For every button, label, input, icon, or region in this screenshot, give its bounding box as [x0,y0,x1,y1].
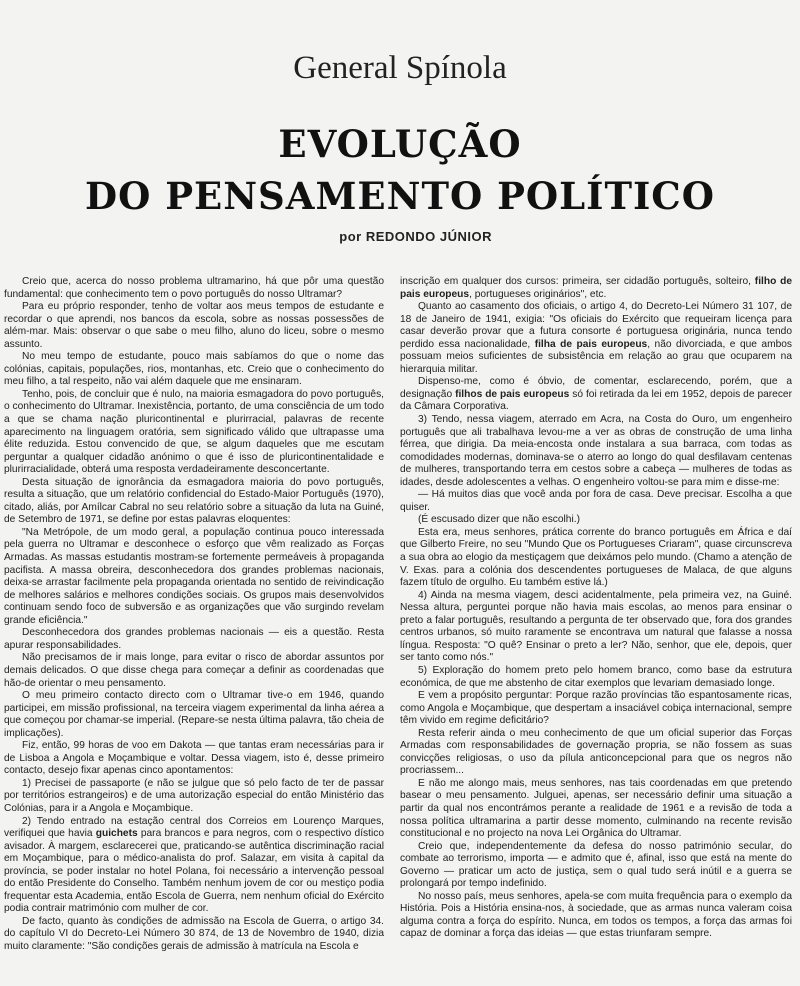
paragraph: De facto, quanto às condições de admissão na Escola de Guerra, o artigo 34. do capítulo VI do Decreto-Lei Número 30 874, de 13 de Novembro de 1940, dizia muito claramente: "São condições gerais de admissão à matrícula na Escola e [4,915,384,952]
paragraph: "Na Metrópole, de um modo geral, a população continua pouco interessada pela guerra no Ultramar e desconhece o esforço que vêm realizado as Forças Armadas. As massas estudantis mostram-se fortemente permeáveis à propaganda pacifista. A massa obreira, desconhecedora dos grandes problemas nacionais, deixa-se arrastar facilmente pela propaganda orientada no sentido de reivindicação de melhores salários e melhores condições sociais. Os grupos mais desenvolvidos continuam sendo foco de subversão e as organizações que vão surgindo revelam grande eficiência." [4,526,384,626]
article-byline: por REDONDO JÚNIOR [339,229,492,244]
paragraph: Quanto ao casamento dos oficiais, o artigo 4, do Decreto-Lei Número 31 107, de 18 de Janeiro de 1941, exigia: "Os oficiais do Exército que requeiram licença para casar deverão provar que a futura consorte é portuguesa originária, nunca tendo perdido essa nacionalidade, filha de pais europeus, não divorciada, e que ambos possuam meios suficientes de subsistência em relação ao grau que ocuparem na hierarquia militar. [400,301,793,375]
paragraph: Fiz, então, 99 horas de voo em Dakota — que tantas eram necessárias para ir de Lisboa a Angola e Moçambique e voltar. Dessa viagem, isto é, desse primeiro contacto, desejo fixar apenas cinco apontamentos: [4,740,384,777]
paragraph: Creio que, independentemente da defesa do nosso património secular, do combate ao terrorismo, importa — e admito que é, afinal, isso que está na mente do Governo — praticar um acto de justiça, sem o qual tudo será inútil e a guerra se prolongará por tempo indefinido. [400,840,792,890]
paragraph: Creio que, acerca do nosso problema ultramarino, há que pôr uma questão fundamental: que conhecimento tem o povo português do nosso Ultramar? [4,276,384,300]
paragraph: No nosso país, meus senhores, apela-se com muita frequência para o exemplo da História. Pois a História ensina-nos, à sociedade, que as armas nunca valeram coisa alguma contra a força do espírito. Nunca, em todos os tempos, a força das armas foi capaz de dominar a força das ideias — que estas triunfaram sempre. [400,890,792,940]
paragraph: inscrição em qualquer dos cursos: primeira, ser cidadão português, solteiro, filho de pais europeus, portugueses originários", etc. [400,276,793,300]
paragraph: 1) Precisei de passaporte (e não se julgue que só pelo facto de ter de passar por territórios estrangeiros) e de uma autorização especial do então Ministério das Colónias, para ir a Angola e Moçambique. [4,777,384,814]
paragraph: Tenho, pois, de concluir que é nulo, na maioria esmagadora do povo português, o conhecimento do Ultramar. Inexistência, portanto, de uma consciência de um todo a que se chama nação pluricontinental e plurirracial, palavras de recente aparecimento na linguagem oratória, sem significado válido que ultrapasse uma élite reduzida. Estou convencido de que, se algum daqueles que me escutam perguntar a qualquer cidadão anónimo o que é isso de pluricontinentalidade e plurirracialidade, obterá uma resposta verdadeiramente desconcertante. [4,388,384,476]
paragraph: Para eu próprio responder, tenho de voltar aos meus tempos de estudante e recordar o que aprendi, nos bancos da escola, sobre as nossas possessões de além-mar. Mais: observar o que sabe o meu filho, aluno do liceu, sobre o mesmo assunto. [4,301,384,350]
paragraph: Desta situação de ignorância da esmagadora maioria do povo português, resulta a situação, que um relatório confidencial do Estado-Maior Português (1970), citado, aliás, por Amílcar Cabral no seu relatório sobre a situação da luta na Guiné, de Setembro de 1971, se define por estas palavras eloquentes: [4,476,384,526]
paragraph: 4) Ainda na mesma viagem, desci acidentalmente, pela primeira vez, na Guiné. Nessa altura, perguntei porque não havia mais escolas, ao menos para ensinar o preto a falar português, resultando a pergunta de ter observado que, fora dos grandes centros urbanos, só muito raramente se encontrava um natural que falasse a nossa língua. Resposta: "O quê? Ensinar o preto a ler? Não, senhor, que ele, depois, quer ser tanto como nós." [400,589,792,664]
paragraph: 2) Tendo entrado na estação central dos Correios em Lourenço Marques, verifiquei que havia guichets para brancos e para negros, com o respectivo dístico avisador. À margem, esclarecerei que, praticando-se autêntica discriminação racial em Moçambique, para o médico-analista do prof. Salazar, em visita à capital da província, se poder instalar no hotel Polana, foi necessário a intervenção pessoal do então Presidente do Conselho. Também nenhum jovem de cor ou mestiço podia frequentar esta Academia, então Escola de Guerra, nem nenhum oficial do Exército podia contrair matrimónio com mulher de cor. [4,815,384,915]
paragraph: (É escusado dizer que não escolhi.) [418,514,580,526]
article-kicker: General Spínola [293,50,507,86]
paragraph: No meu tempo de estudante, pouco mais sabíamos do que o nome das colónias, capitais, populações, rios, montanhas, etc. Creio que o conhecimento do meu filho, a tal respeito, não vai além daquele que me ensinaram. [4,351,384,388]
paragraph: E não me alongo mais, meus senhores, nas tais coordenadas em que pretendo basear o meu pensamento. Julguei, apenas, ser necessário definir uma situação a partir da qual nos encontrámos perante a realidade de 1961 e a revisão de toda a nossa política ultramarina a partir desse momento, culminando na recente revisão constitucional e no projecto na nova Lei Orgânica do Ultramar. [400,777,792,840]
right-column [400,276,792,941]
paragraph: — Há muitos dias que você anda por fora de casa. Deve precisar. Escolha a que quiser. [400,489,792,513]
paragraph: 5) Exploração do homem preto pelo homem branco, como base da estrutura económica, de que me abstenho de citar exemplos que levariam demasiado longe. [400,664,792,689]
paragraph: Dispenso-me, como é óbvio, de comentar, esclarecendo, porém, que a designação filhos de pais europeus só foi retirada da lei em 1952, depois de parecer da Câmara Corporativa. [400,376,792,413]
paragraph: O meu primeiro contacto directo com o Ultramar tive-o em 1946, quando participei, em missão profissional, na terceira viagem experimental da linha aérea a que começou por chamar-se imperial. (Repare-se nesta última palavra, tão cheia de implicações). [4,690,384,739]
left-column [4,276,384,954]
paragraph: Não precisamos de ir mais longe, para evitar o risco de abordar assuntos por demais delicados. O que disse chega para começar a definir as coordenadas que hão-de orientar o meu pensamento. [4,652,384,689]
headline-line-2: DO PENSAMENTO POLÍTICO [85,174,715,218]
paragraph: Desconhecedora dos grandes problemas nacionais — eis a questão. Resta apurar responsabilidades. [4,627,384,651]
paragraph: Esta era, meus senhores, prática corrente do branco português em África e daí que Gilberto Freire, no seu "Mundo Que os Portugueses Criaram", quase circunscreva a sua obra ao elogio da mestiçagem que deixámos pelo mundo. (Chamo a atenção de V. Exas. para a colónia dos descendentes portugueses de Malaca, de que alguns fazem título de orgulho. Eu também estive lá.) [400,526,792,589]
article-headline [0,118,800,222]
paragraph: Resta referir ainda o meu conhecimento de que um oficial superior das Forças Armadas com responsabilidades de governação propria, se não fossem as suas convicções religiosas, o uso da pílula anticoncepcional para que os negros não procriassem... [400,727,792,777]
paragraph: 3) Tendo, nessa viagem, aterrado em Acra, na Costa do Ouro, um engenheiro português que ali trabalhava levou-me a ver as obras de construção de uma linha férrea, que dirigia. Da meia-encosta onde instalara a sua barraca, com todas as comodidades modernas, dominava-se o aterro ao longo do qual desfilavam centenas de mulheres, transportando terra em cestos sobre a cabeça — mulheres de todas as idades, desde adolescentes a velhas. O engenheiro voltou-se para mim e disse-me: [400,414,792,488]
paragraph: E vem a propósito perguntar: Porque razão províncias tão espantosamente ricas, como Angola e Moçambique, que despertam a insaciável cobiça internacional, sempre têm vivido em regime deficitário? [400,690,792,727]
headline-line-1: EVOLUÇÃO [278,122,522,166]
